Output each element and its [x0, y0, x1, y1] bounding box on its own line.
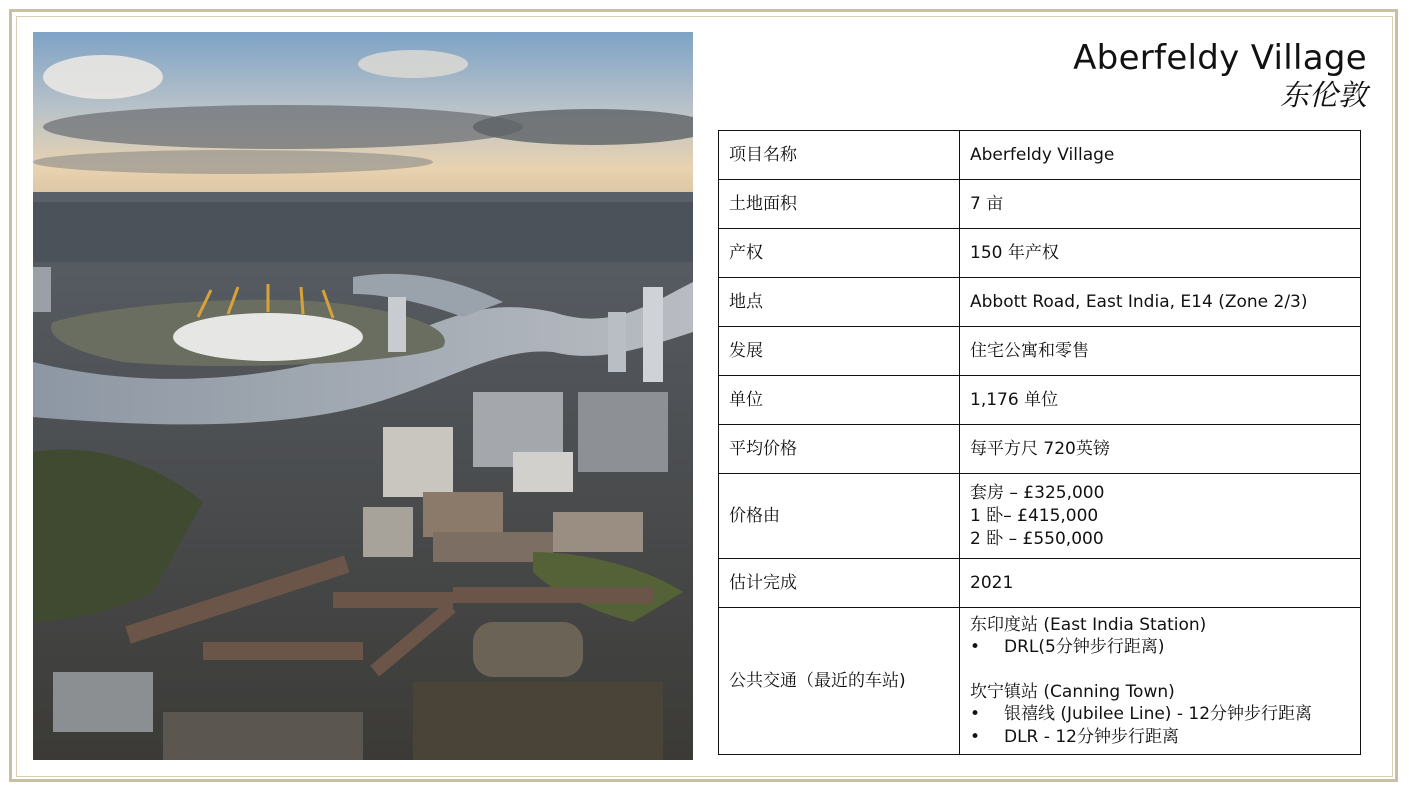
row-key: 地点 [719, 278, 960, 327]
list-item [970, 726, 1350, 749]
row-key: 发展 [719, 327, 960, 376]
table-row [719, 425, 1361, 474]
list-item-text: DRL(5分钟步行距离) [1004, 637, 1165, 658]
price-line: 2 卧 – £550,000 [970, 528, 1104, 549]
list-item-text: DLR - 12分钟步行距离 [1004, 726, 1179, 747]
row-value: 2021 [960, 559, 1361, 608]
price-line: 1 卧– £415,000 [970, 505, 1099, 526]
table-row [719, 327, 1361, 376]
page-title: Aberfeldy Village [1073, 38, 1367, 78]
row-key: 价格由 [719, 474, 960, 559]
row-value: Abbott Road, East India, E14 (Zone 2/3) [960, 278, 1361, 327]
project-info-table [718, 130, 1361, 755]
station-name: 东印度站 (East India Station) [970, 614, 1207, 635]
row-value: 住宅公寓和零售 [960, 327, 1361, 376]
row-key: 平均价格 [719, 425, 960, 474]
row-key: 单位 [719, 376, 960, 425]
price-line: 套房 – £325,000 [970, 482, 1105, 503]
table-row [719, 278, 1361, 327]
row-value: 150 年产权 [960, 229, 1361, 278]
table-row [719, 180, 1361, 229]
list-item [970, 636, 1350, 659]
title-block [1073, 38, 1367, 112]
bullet-icon: • [970, 637, 981, 658]
bullet-icon: • [970, 704, 981, 725]
table-row [719, 376, 1361, 425]
row-value: 7 亩 [960, 180, 1361, 229]
row-key: 项目名称 [719, 131, 960, 180]
transport-list [960, 608, 1361, 755]
list-item-text: 银禧线 (Jubilee Line) - 12分钟步行距离 [1004, 704, 1313, 725]
row-key: 公共交通（最近的车站) [719, 608, 960, 755]
row-key: 产权 [719, 229, 960, 278]
table-row-transport [719, 608, 1361, 755]
spacer [970, 659, 1350, 681]
price-list [960, 474, 1361, 559]
station-name: 坎宁镇站 (Canning Town) [970, 681, 1175, 702]
row-value: 每平方尺 720英镑 [960, 425, 1361, 474]
page-subtitle: 东伦敦 [1279, 78, 1367, 112]
table-row [719, 559, 1361, 608]
row-value: Aberfeldy Village [960, 131, 1361, 180]
bullet-icon: • [970, 726, 981, 747]
table-row-price [719, 474, 1361, 559]
row-key: 估计完成 [719, 559, 960, 608]
row-value: 1,176 单位 [960, 376, 1361, 425]
table-row [719, 229, 1361, 278]
aerial-photo-image [33, 32, 693, 760]
table-row [719, 131, 1361, 180]
list-item [970, 703, 1350, 726]
row-key: 土地面积 [719, 180, 960, 229]
